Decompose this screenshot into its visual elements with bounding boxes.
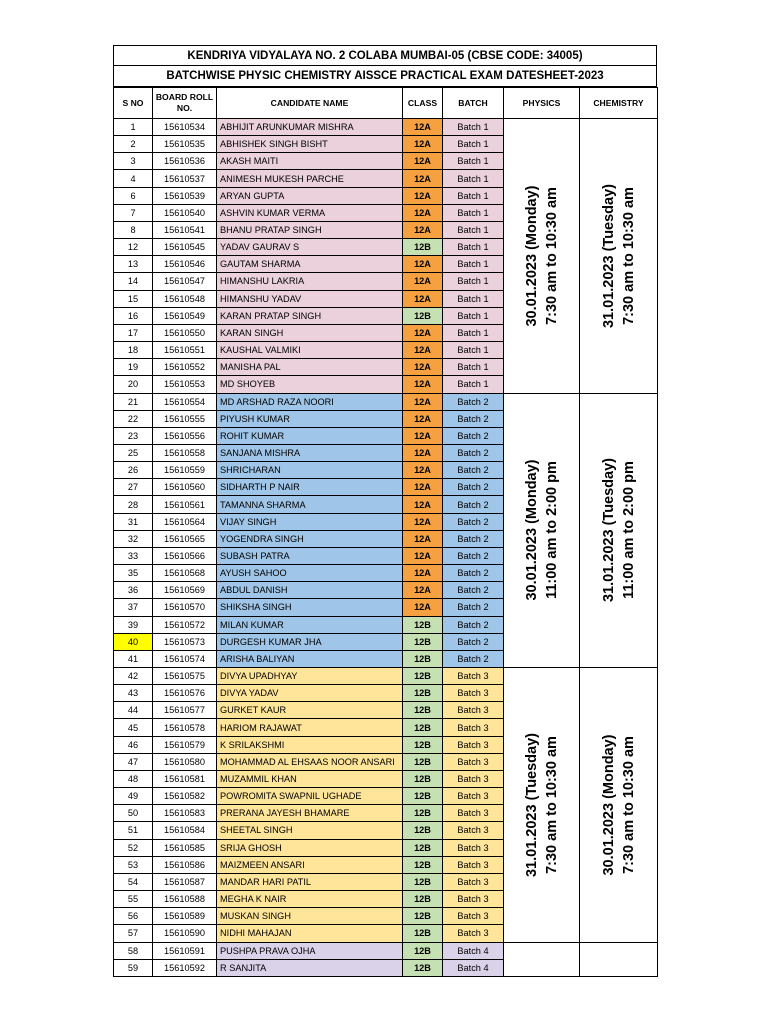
candidate-name-cell: AYUSH SAHOO: [217, 565, 403, 582]
batch-cell: Batch 3: [443, 702, 504, 719]
physics-schedule-text: [522, 460, 562, 601]
sno-cell: 13: [114, 256, 153, 273]
chemistry-schedule-text: [599, 734, 639, 875]
batch-cell: Batch 1: [443, 239, 504, 256]
candidate-name-cell: DIVYA YADAV: [217, 685, 403, 702]
class-cell: 12B: [403, 891, 443, 908]
class-cell: 12A: [403, 273, 443, 290]
class-cell: 12A: [403, 427, 443, 444]
class-cell: 12A: [403, 256, 443, 273]
sno-cell: 37: [114, 599, 153, 616]
sno-cell: 36: [114, 582, 153, 599]
candidate-name-cell: MUZAMMIL KHAN: [217, 770, 403, 787]
class-cell: 12A: [403, 565, 443, 582]
datesheet-table: [113, 87, 658, 977]
class-cell: 12A: [403, 119, 443, 136]
sno-cell: 25: [114, 444, 153, 461]
batch-cell: Batch 3: [443, 908, 504, 925]
chemistry-time: 7:30 am to 10:30 am: [620, 735, 637, 874]
roll-no-cell: 15610550: [153, 324, 217, 341]
batch-cell: Batch 2: [443, 582, 504, 599]
chemistry-schedule-b4: [580, 942, 658, 976]
roll-no-cell: 15610572: [153, 616, 217, 633]
chemistry-time: 7:30 am to 10:30 am: [620, 186, 637, 325]
sno-cell: 27: [114, 479, 153, 496]
roll-no-cell: 15610559: [153, 462, 217, 479]
candidate-name-cell: SHEETAL SINGH: [217, 822, 403, 839]
candidate-name-cell: YOGENDRA SINGH: [217, 530, 403, 547]
roll-no-cell: 15610558: [153, 444, 217, 461]
sno-cell: 35: [114, 565, 153, 582]
roll-no-cell: 15610535: [153, 136, 217, 153]
sno-cell: 28: [114, 496, 153, 513]
class-cell: 12B: [403, 616, 443, 633]
batch-cell: Batch 2: [443, 444, 504, 461]
sno-cell: 50: [114, 805, 153, 822]
school-title: KENDRIYA VIDYALAYA NO. 2 COLABA MUMBAI-05 (CBSE CODE: 34005): [113, 45, 657, 66]
candidate-name-cell: SHIKSHA SINGH: [217, 599, 403, 616]
sno-cell: 42: [114, 668, 153, 685]
sno-cell: 48: [114, 770, 153, 787]
roll-no-cell: 15610547: [153, 273, 217, 290]
roll-no-cell: 15610551: [153, 342, 217, 359]
roll-no-cell: 15610587: [153, 873, 217, 890]
sno-cell: 56: [114, 908, 153, 925]
candidate-name-cell: SHRICHARAN: [217, 462, 403, 479]
col-header-physics: PHYSICS: [504, 88, 580, 119]
table-row: [114, 393, 658, 410]
roll-no-cell: 15610541: [153, 221, 217, 238]
batch-cell: Batch 2: [443, 496, 504, 513]
roll-no-cell: 15610537: [153, 170, 217, 187]
class-cell: 12A: [403, 513, 443, 530]
sno-cell: 47: [114, 753, 153, 770]
candidate-name-cell: AKASH MAITI: [217, 153, 403, 170]
class-cell: 12A: [403, 582, 443, 599]
candidate-name-cell: MAIZMEEN ANSARI: [217, 856, 403, 873]
class-cell: 12B: [403, 668, 443, 685]
class-cell: 12A: [403, 444, 443, 461]
table-row: [114, 942, 658, 959]
col-header-sno: S NO: [114, 88, 153, 119]
sno-cell: 33: [114, 547, 153, 564]
sno-cell: 20: [114, 376, 153, 393]
sno-cell: 44: [114, 702, 153, 719]
roll-no-cell: 15610583: [153, 805, 217, 822]
batch-cell: Batch 3: [443, 822, 504, 839]
roll-no-cell: 15610556: [153, 427, 217, 444]
sno-cell: 21: [114, 393, 153, 410]
batch-cell: Batch 3: [443, 736, 504, 753]
sno-cell: 45: [114, 719, 153, 736]
batch-cell: Batch 3: [443, 925, 504, 942]
batch-cell: Batch 2: [443, 565, 504, 582]
chemistry-schedule-b3: [580, 668, 658, 943]
chemistry-schedule-b2: [580, 393, 658, 668]
candidate-name-cell: ABHIJIT ARUNKUMAR MISHRA: [217, 119, 403, 136]
candidate-name-cell: NIDHI MAHAJAN: [217, 925, 403, 942]
candidate-name-cell: R SANJITA: [217, 959, 403, 976]
roll-no-cell: 15610590: [153, 925, 217, 942]
class-cell: 12B: [403, 633, 443, 650]
physics-schedule-b1: [504, 119, 580, 394]
class-cell: 12A: [403, 324, 443, 341]
roll-no-cell: 15610575: [153, 668, 217, 685]
candidate-name-cell: YADAV GAURAV S: [217, 239, 403, 256]
roll-no-cell: 15610577: [153, 702, 217, 719]
sno-cell: 7: [114, 204, 153, 221]
batch-cell: Batch 3: [443, 719, 504, 736]
sno-cell: 59: [114, 959, 153, 976]
class-cell: 12B: [403, 719, 443, 736]
candidate-name-cell: MOHAMMAD AL EHSAAS NOOR ANSARI: [217, 753, 403, 770]
batch-cell: Batch 2: [443, 650, 504, 667]
batch-cell: Batch 2: [443, 479, 504, 496]
candidate-name-cell: ARYAN GUPTA: [217, 187, 403, 204]
candidate-name-cell: PIYUSH KUMAR: [217, 410, 403, 427]
sno-cell: 43: [114, 685, 153, 702]
batch-cell: Batch 1: [443, 136, 504, 153]
candidate-name-cell: MEGHA K NAIR: [217, 891, 403, 908]
roll-no-cell: 15610548: [153, 290, 217, 307]
class-cell: 12B: [403, 239, 443, 256]
batch-cell: Batch 3: [443, 685, 504, 702]
sno-cell: 53: [114, 856, 153, 873]
class-cell: 12B: [403, 856, 443, 873]
physics-date: 30.01.2023 (Monday): [523, 185, 540, 327]
sno-cell: 55: [114, 891, 153, 908]
candidate-name-cell: SRIJA GHOSH: [217, 839, 403, 856]
class-cell: 12B: [403, 702, 443, 719]
roll-no-cell: 15610578: [153, 719, 217, 736]
sno-cell: 54: [114, 873, 153, 890]
batch-cell: Batch 1: [443, 273, 504, 290]
candidate-name-cell: SANJANA MISHRA: [217, 444, 403, 461]
roll-no-cell: 15610554: [153, 393, 217, 410]
batch-cell: Batch 3: [443, 891, 504, 908]
roll-no-cell: 15610545: [153, 239, 217, 256]
candidate-name-cell: PUSHPA PRAVA OJHA: [217, 942, 403, 959]
batch-cell: Batch 1: [443, 290, 504, 307]
chemistry-date: 31.01.2023 (Tuesday): [600, 458, 617, 603]
physics-schedule-text: [522, 185, 562, 326]
sno-cell: 57: [114, 925, 153, 942]
roll-no-cell: 15610569: [153, 582, 217, 599]
roll-no-cell: 15610591: [153, 942, 217, 959]
candidate-name-cell: HIMANSHU LAKRIA: [217, 273, 403, 290]
sno-cell: 8: [114, 221, 153, 238]
batch-cell: Batch 2: [443, 547, 504, 564]
chemistry-time: 11:00 am to 2:00 pm: [620, 461, 637, 600]
physics-time: 7:30 am to 10:30 am: [543, 186, 560, 325]
candidate-name-cell: KARAN SINGH: [217, 324, 403, 341]
roll-no-cell: 15610564: [153, 513, 217, 530]
physics-time: 11:00 am to 2:00 pm: [543, 461, 560, 600]
roll-no-cell: 15610536: [153, 153, 217, 170]
physics-schedule-b4: [504, 942, 580, 976]
col-header-class: CLASS: [403, 88, 443, 119]
batch-cell: Batch 1: [443, 307, 504, 324]
sno-cell: 16: [114, 307, 153, 324]
batch-cell: Batch 4: [443, 942, 504, 959]
batch-cell: Batch 1: [443, 187, 504, 204]
candidate-name-cell: MUSKAN SINGH: [217, 908, 403, 925]
chemistry-schedule-text: [599, 458, 639, 602]
roll-no-cell: 15610539: [153, 187, 217, 204]
roll-no-cell: 15610552: [153, 359, 217, 376]
sno-cell: 18: [114, 342, 153, 359]
sno-cell: 6: [114, 187, 153, 204]
candidate-name-cell: GAUTAM SHARMA: [217, 256, 403, 273]
roll-no-cell: 15610561: [153, 496, 217, 513]
sno-cell: 46: [114, 736, 153, 753]
sno-cell: 51: [114, 822, 153, 839]
col-header-name: CANDIDATE NAME: [217, 88, 403, 119]
sno-cell: 1: [114, 119, 153, 136]
roll-no-cell: 15610555: [153, 410, 217, 427]
class-cell: 12A: [403, 170, 443, 187]
batch-cell: Batch 2: [443, 427, 504, 444]
class-cell: 12A: [403, 393, 443, 410]
class-cell: 12A: [403, 462, 443, 479]
sno-cell: 40: [114, 633, 153, 650]
batch-cell: Batch 2: [443, 599, 504, 616]
candidate-name-cell: KARAN PRATAP SINGH: [217, 307, 403, 324]
candidate-name-cell: POWROMITA SWAPNIL UGHADE: [217, 788, 403, 805]
sno-cell: 14: [114, 273, 153, 290]
batch-cell: Batch 3: [443, 770, 504, 787]
sno-cell: 52: [114, 839, 153, 856]
roll-no-cell: 15610588: [153, 891, 217, 908]
physics-schedule-b2: [504, 393, 580, 668]
candidate-name-cell: GURKET KAUR: [217, 702, 403, 719]
sno-cell: 3: [114, 153, 153, 170]
class-cell: 12B: [403, 805, 443, 822]
batch-cell: Batch 1: [443, 153, 504, 170]
candidate-name-cell: MANDAR HARI PATIL: [217, 873, 403, 890]
candidate-name-cell: MD ARSHAD RAZA NOORI: [217, 393, 403, 410]
roll-no-cell: 15610570: [153, 599, 217, 616]
batch-cell: Batch 1: [443, 359, 504, 376]
datesheet: [113, 45, 657, 977]
candidate-name-cell: ASHVIN KUMAR VERMA: [217, 204, 403, 221]
class-cell: 12B: [403, 959, 443, 976]
roll-no-cell: 15610580: [153, 753, 217, 770]
physics-time: 7:30 am to 10:30 am: [543, 735, 560, 874]
class-cell: 12B: [403, 685, 443, 702]
class-cell: 12B: [403, 908, 443, 925]
candidate-name-cell: BHANU PRATAP SINGH: [217, 221, 403, 238]
roll-no-cell: 15610560: [153, 479, 217, 496]
physics-schedule-text: [522, 733, 562, 877]
roll-no-cell: 15610549: [153, 307, 217, 324]
batch-cell: Batch 3: [443, 839, 504, 856]
sno-cell: 12: [114, 239, 153, 256]
physics-date: 31.01.2023 (Tuesday): [523, 732, 540, 877]
sno-cell: 32: [114, 530, 153, 547]
table-row: [114, 119, 658, 136]
class-cell: 12A: [403, 187, 443, 204]
batch-cell: Batch 3: [443, 873, 504, 890]
roll-no-cell: 15610579: [153, 736, 217, 753]
candidate-name-cell: MD SHOYEB: [217, 376, 403, 393]
candidate-name-cell: K SRILAKSHMI: [217, 736, 403, 753]
candidate-name-cell: VIJAY SINGH: [217, 513, 403, 530]
class-cell: 12B: [403, 873, 443, 890]
chemistry-schedule-text: [599, 184, 639, 328]
class-cell: 12B: [403, 942, 443, 959]
candidate-name-cell: DIVYA UPADHYAY: [217, 668, 403, 685]
candidate-name-cell: HIMANSHU YADAV: [217, 290, 403, 307]
roll-no-cell: 15610574: [153, 650, 217, 667]
physics-schedule-b3: [504, 668, 580, 943]
class-cell: 12A: [403, 290, 443, 307]
batch-cell: Batch 1: [443, 256, 504, 273]
chemistry-date: 31.01.2023 (Tuesday): [600, 183, 617, 328]
batch-cell: Batch 2: [443, 530, 504, 547]
candidate-name-cell: DURGESH KUMAR JHA: [217, 633, 403, 650]
batch-cell: Batch 3: [443, 668, 504, 685]
candidate-name-cell: ROHIT KUMAR: [217, 427, 403, 444]
roll-no-cell: 15610581: [153, 770, 217, 787]
class-cell: 12B: [403, 753, 443, 770]
roll-no-cell: 15610553: [153, 376, 217, 393]
class-cell: 12A: [403, 530, 443, 547]
candidate-name-cell: TAMANNA SHARMA: [217, 496, 403, 513]
class-cell: 12B: [403, 770, 443, 787]
class-cell: 12A: [403, 136, 443, 153]
roll-no-cell: 15610568: [153, 565, 217, 582]
candidate-name-cell: PRERANA JAYESH BHAMARE: [217, 805, 403, 822]
sno-cell: 49: [114, 788, 153, 805]
candidate-name-cell: ABDUL DANISH: [217, 582, 403, 599]
batch-cell: Batch 1: [443, 221, 504, 238]
batch-cell: Batch 3: [443, 788, 504, 805]
batch-cell: Batch 2: [443, 633, 504, 650]
class-cell: 12A: [403, 204, 443, 221]
roll-no-cell: 15610586: [153, 856, 217, 873]
batch-cell: Batch 2: [443, 410, 504, 427]
batch-cell: Batch 1: [443, 170, 504, 187]
batch-cell: Batch 1: [443, 376, 504, 393]
roll-no-cell: 15610566: [153, 547, 217, 564]
class-cell: 12B: [403, 650, 443, 667]
batch-cell: Batch 1: [443, 324, 504, 341]
roll-no-cell: 15610565: [153, 530, 217, 547]
sno-cell: 31: [114, 513, 153, 530]
table-row: [114, 668, 658, 685]
candidate-name-cell: ANIMESH MUKESH PARCHE: [217, 170, 403, 187]
roll-no-cell: 15610576: [153, 685, 217, 702]
candidate-name-cell: MILAN KUMAR: [217, 616, 403, 633]
batch-cell: Batch 2: [443, 393, 504, 410]
batch-cell: Batch 1: [443, 204, 504, 221]
col-header-batch: BATCH: [443, 88, 504, 119]
sheet-title: BATCHWISE PHYSIC CHEMISTRY AISSCE PRACTICAL EXAM DATESHEET-2023: [113, 66, 657, 87]
candidate-name-cell: MANISHA PAL: [217, 359, 403, 376]
batch-cell: Batch 4: [443, 959, 504, 976]
roll-no-cell: 15610585: [153, 839, 217, 856]
sno-cell: 39: [114, 616, 153, 633]
sno-cell: 19: [114, 359, 153, 376]
class-cell: 12A: [403, 547, 443, 564]
roll-no-cell: 15610582: [153, 788, 217, 805]
sno-cell: 22: [114, 410, 153, 427]
class-cell: 12A: [403, 496, 443, 513]
col-header-chemistry: CHEMISTRY: [580, 88, 658, 119]
sno-cell: 58: [114, 942, 153, 959]
class-cell: 12A: [403, 410, 443, 427]
class-cell: 12B: [403, 788, 443, 805]
candidate-name-cell: HARIOM RAJAWAT: [217, 719, 403, 736]
class-cell: 12A: [403, 376, 443, 393]
sno-cell: 15: [114, 290, 153, 307]
physics-date: 30.01.2023 (Monday): [523, 459, 540, 601]
sno-cell: 17: [114, 324, 153, 341]
chemistry-date: 30.01.2023 (Monday): [600, 734, 617, 876]
roll-no-cell: 15610540: [153, 204, 217, 221]
class-cell: 12B: [403, 736, 443, 753]
candidate-name-cell: ARISHA BALIYAN: [217, 650, 403, 667]
sno-cell: 41: [114, 650, 153, 667]
batch-cell: Batch 3: [443, 856, 504, 873]
class-cell: 12A: [403, 479, 443, 496]
roll-no-cell: 15610584: [153, 822, 217, 839]
candidate-name-cell: SIDHARTH P NAIR: [217, 479, 403, 496]
batch-cell: Batch 3: [443, 753, 504, 770]
class-cell: 12B: [403, 822, 443, 839]
candidate-name-cell: KAUSHAL VALMIKI: [217, 342, 403, 359]
roll-no-cell: 15610546: [153, 256, 217, 273]
class-cell: 12B: [403, 839, 443, 856]
table-body: [114, 119, 658, 977]
roll-no-cell: 15610534: [153, 119, 217, 136]
class-cell: 12A: [403, 342, 443, 359]
class-cell: 12A: [403, 221, 443, 238]
class-cell: 12B: [403, 925, 443, 942]
roll-no-cell: 15610592: [153, 959, 217, 976]
class-cell: 12B: [403, 307, 443, 324]
roll-no-cell: 15610589: [153, 908, 217, 925]
batch-cell: Batch 1: [443, 119, 504, 136]
sno-cell: 4: [114, 170, 153, 187]
roll-no-cell: 15610573: [153, 633, 217, 650]
chemistry-schedule-b1: [580, 119, 658, 394]
class-cell: 12A: [403, 153, 443, 170]
batch-cell: Batch 2: [443, 616, 504, 633]
candidate-name-cell: SUBASH PATRA: [217, 547, 403, 564]
batch-cell: Batch 3: [443, 805, 504, 822]
candidate-name-cell: ABHISHEK SINGH BISHT: [217, 136, 403, 153]
batch-cell: Batch 2: [443, 513, 504, 530]
class-cell: 12A: [403, 359, 443, 376]
batch-cell: Batch 2: [443, 462, 504, 479]
col-header-roll: BOARD ROLL NO.: [153, 88, 217, 119]
sno-cell: 26: [114, 462, 153, 479]
sno-cell: 2: [114, 136, 153, 153]
batch-cell: Batch 1: [443, 342, 504, 359]
sno-cell: 23: [114, 427, 153, 444]
class-cell: 12A: [403, 599, 443, 616]
